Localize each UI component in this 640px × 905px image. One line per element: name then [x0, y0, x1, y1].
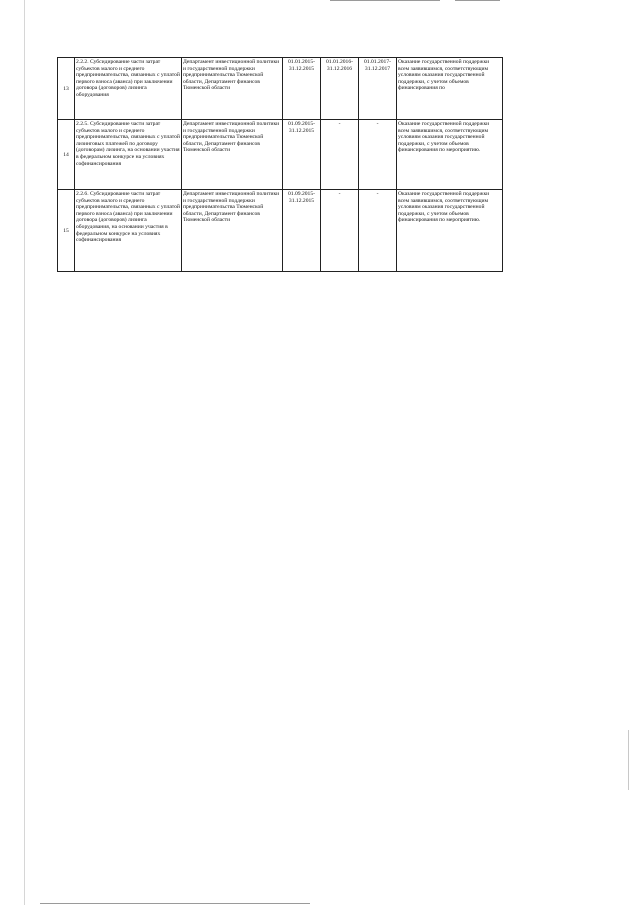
table-row: [58, 120, 503, 190]
period-2017-cell: 01.01.2017-31.12.2017: [359, 58, 397, 120]
result-cell: Оказание государственной поддержки всем заявившимся, соответствующим условиям оказания государственной поддержки, с учетом объемов финансирования по мероприятию.: [397, 120, 503, 190]
table-row: [58, 190, 503, 272]
responsible-cell: Департамент инвестиционной политики и государственной поддержки предпринимательства Тюменской области, Департамент финансов Тюменской области: [182, 58, 283, 120]
period-2016-cell: 01.01.2016-31.12.2016: [321, 58, 359, 120]
period-2015-cell: 01.09.2015-31.12.2015: [283, 190, 321, 272]
period-2015-cell: 01.09.2015-31.12.2015: [283, 120, 321, 190]
row-number: 15: [58, 190, 75, 272]
responsible-cell: Департамент инвестиционной политики и государственной поддержки предпринимательства Тюменской области, Департамент финансов Тюменской области: [182, 120, 283, 190]
task-cell: 2.2.6. Субсидирование части затрат субъектов малого и среднего предпринимательства, связанных с уплатой первого взноса (аванса) при заключении договора (договоров) лизинга оборудования, на основании участия в федеральном конкурсе на условиях софинансирования: [75, 190, 182, 272]
scan-edge-line: [24, 0, 25, 905]
row-number: 14: [58, 120, 75, 190]
row-number: 13: [58, 58, 75, 120]
result-cell: Оказание государственной поддержки всем заявившимся, соответствующим условиям оказания государственной поддержки, с учетом объемов финансирования по мероприятию.: [397, 190, 503, 272]
scan-edge-mark: [330, 0, 440, 1]
task-cell: 2.2.5. Субсидирование части затрат субъектов малого и среднего предпринимательства, связанных с уплатой лизинговых платежей по договору (договорам) лизинга, на основании участия в федеральном конкурсе на условиях софинансирования: [75, 120, 182, 190]
period-2015-cell: 01.01.2015-31.12.2015: [283, 58, 321, 120]
action-plan-table: [57, 57, 503, 272]
scan-edge-mark: [455, 0, 500, 1]
period-2017-cell: -: [359, 190, 397, 272]
scan-edge-mark: [40, 903, 310, 904]
task-cell: 2.2.2. Субсидирование части затрат субъектов малого и среднего предпринимательства, связанных с уплатой первого взноса (аванса) при заключении договора (договоров) лизинга оборудования: [75, 58, 182, 120]
scan-edge-line: [628, 730, 629, 790]
period-2016-cell: -: [321, 120, 359, 190]
responsible-cell: Департамент инвестиционной политики и государственной поддержки предпринимательства Тюменской области, Департамент финансов Тюменской области: [182, 190, 283, 272]
period-2016-cell: -: [321, 190, 359, 272]
period-2017-cell: -: [359, 120, 397, 190]
result-cell: Оказание государственной поддержки всем заявившимся, соответствующим условиям оказания государственной поддержки, с учетом объемов финансирования по: [397, 58, 503, 120]
table-row: [58, 58, 503, 120]
